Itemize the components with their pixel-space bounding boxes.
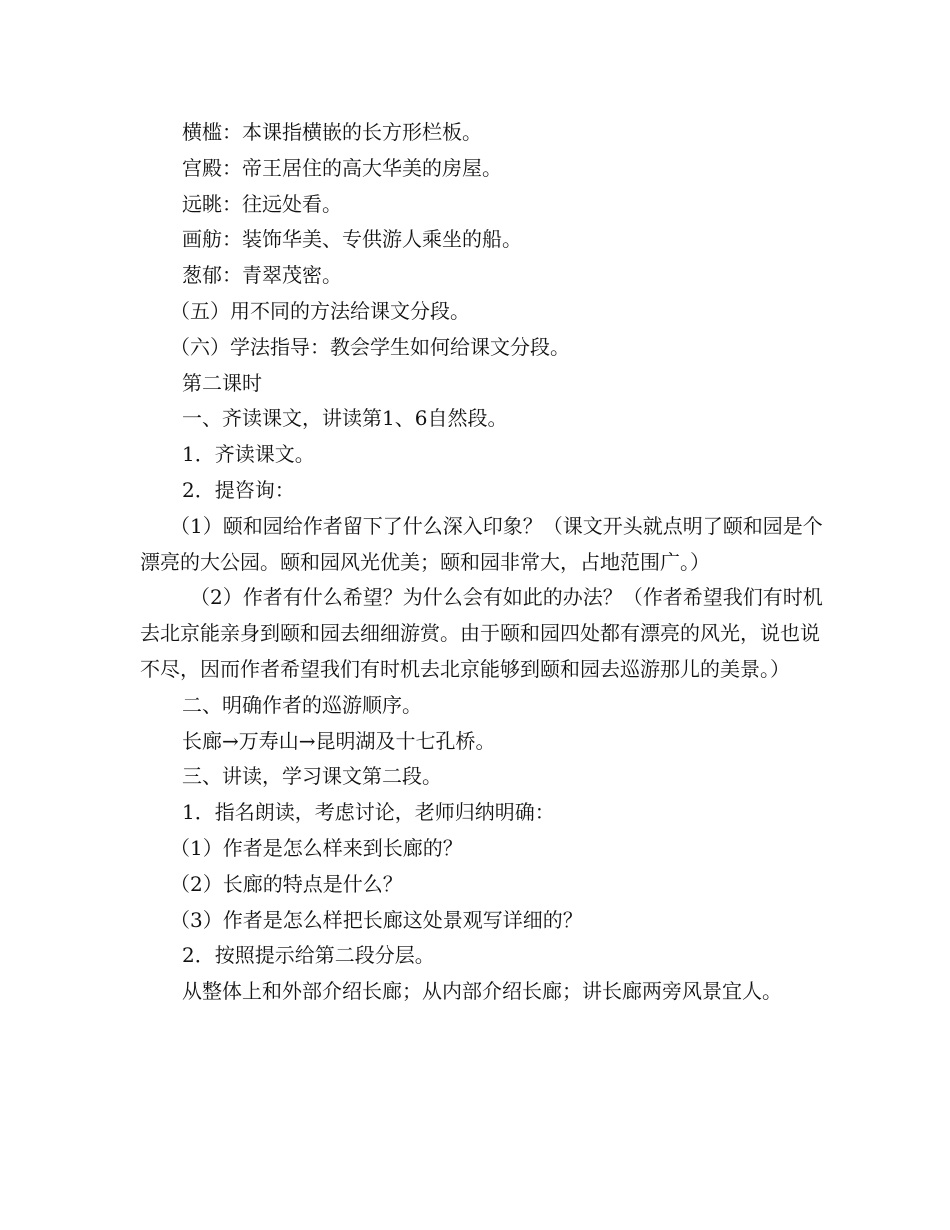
paragraph: 2．按照提示给第二段分层。 [182, 943, 435, 968]
paragraph: （2）长廊的特点是什么？ [170, 871, 403, 896]
paragraph: （3）作者是怎么样把长廊这处景观写详细的？ [170, 907, 583, 932]
paragraph: （1）作者是怎么样来到长廊的？ [170, 835, 463, 860]
paragraph: 2．提咨询： [182, 477, 295, 502]
paragraph: 画舫：装饰华美、专供游人乘坐的船。 [182, 227, 522, 252]
paragraph: 从整体上和外部介绍长廊；从内部介绍长廊；讲长廊两旁风景宜人。 [182, 979, 782, 1004]
paragraph: （六）学法指导：教会学生如何给课文分段。 [170, 334, 570, 359]
paragraph: （2）作者有什么希望？为什么会有如此的办法？（作者希望我们有时机去北京能亲身到颐和园去细细游赏。由于颐和园四处都有漂亮的风光，说也说不尽，因而作者希望我们有时机去北京能够到颐和园去巡游那儿的美景。） [140, 585, 823, 681]
paragraph: 二、明确作者的巡游顺序。 [182, 692, 422, 717]
paragraph: 长廊→万寿山→昆明湖及十七孔桥。 [182, 728, 496, 753]
section-heading: 第二课时 [182, 370, 262, 395]
paragraph: （1）颐和园给作者留下了什么深入印象？（课文开头就点明了颐和园是个漂亮的大公园。颐和园风光优美；颐和园非常大，占地范围广。） [140, 513, 823, 574]
paragraph: 宫殿：帝王居住的高大华美的房屋。 [182, 155, 502, 180]
paragraph: 1．指名朗读，考虑讨论，老师归纳明确： [182, 800, 555, 825]
paragraph: 三、讲读，学习课文第二段。 [182, 764, 442, 789]
paragraph: 横槛：本课指横嵌的长方形栏板。 [182, 120, 482, 144]
document-body [140, 115, 825, 1010]
paragraph: 葱郁：青翠茂密。 [182, 263, 342, 288]
paragraph: 远眺：往远处看。 [182, 191, 342, 216]
paragraph: 1．齐读课文。 [182, 442, 315, 467]
paragraph: （五）用不同的方法给课文分段。 [170, 298, 470, 323]
paragraph: 一、齐读课文，讲读第1、6自然段。 [182, 406, 508, 431]
